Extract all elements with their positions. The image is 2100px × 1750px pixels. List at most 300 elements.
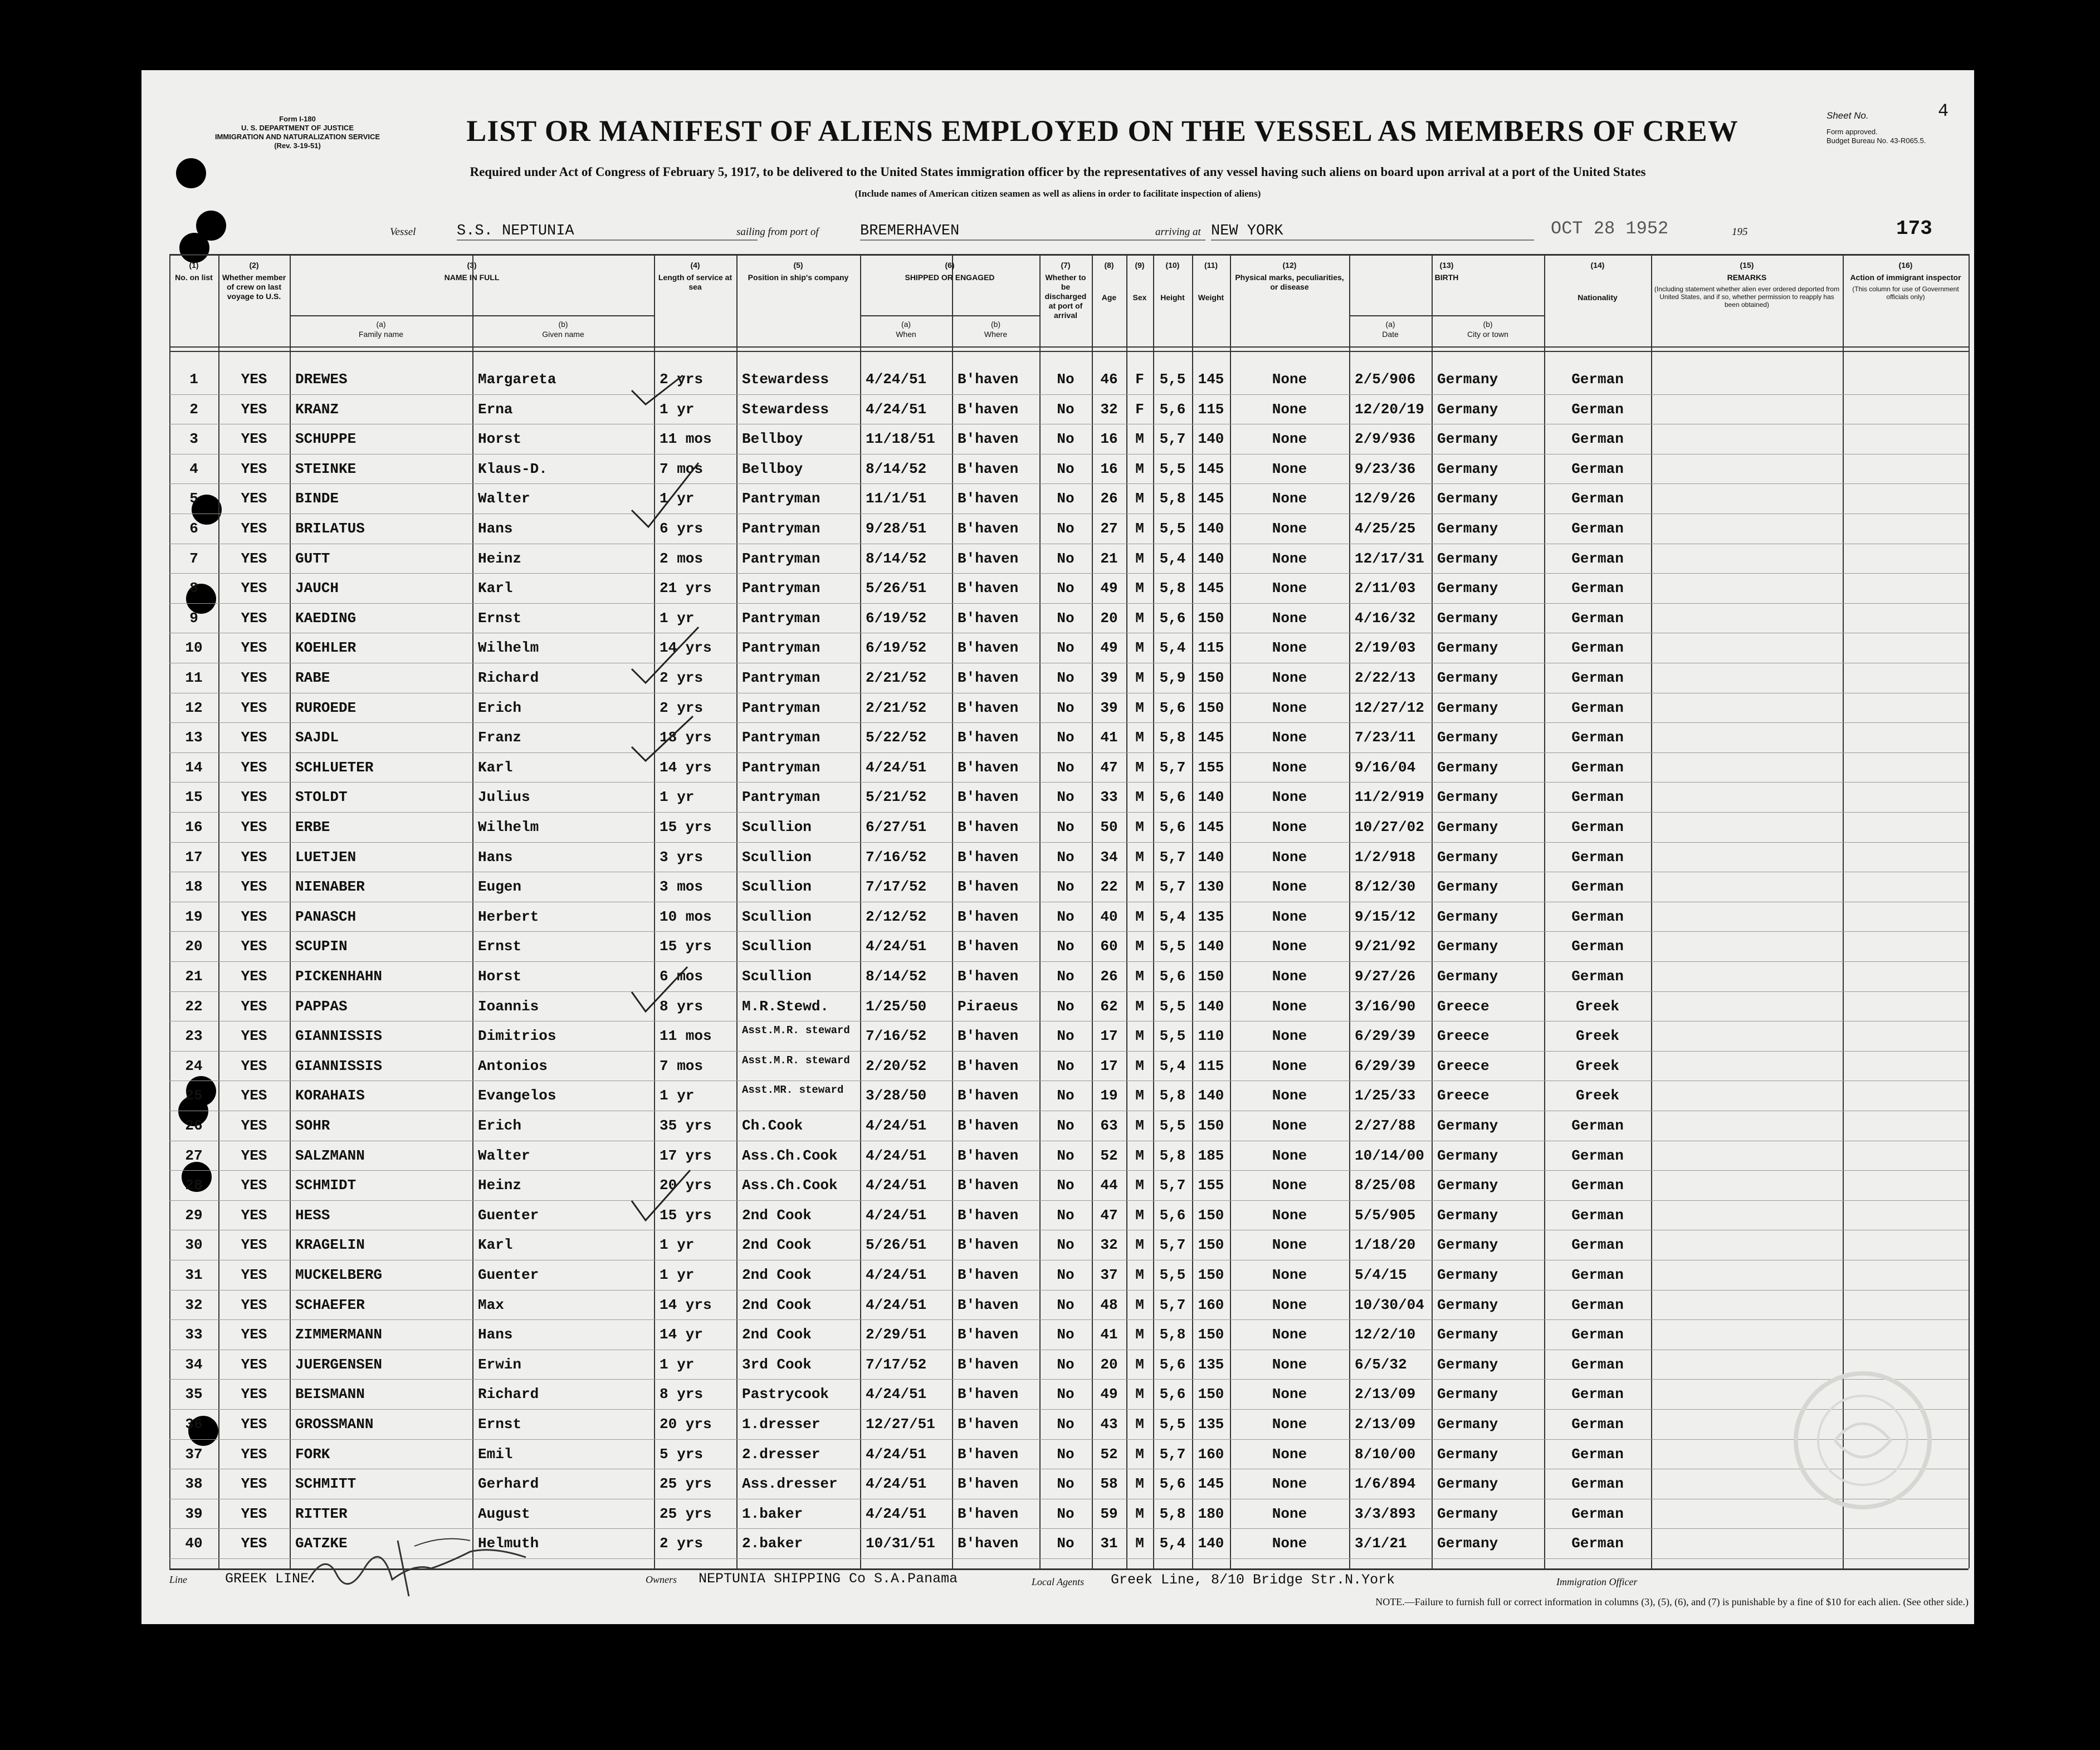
cell-given: Erich bbox=[478, 1117, 522, 1134]
cell-bdate: 8/12/30 bbox=[1355, 878, 1416, 895]
cell-nat: Greek bbox=[1575, 1087, 1619, 1104]
cell-height: 5,4 bbox=[1159, 1535, 1186, 1552]
cell-bdate: 4/16/32 bbox=[1355, 610, 1416, 627]
cell-bdate: 3/3/893 bbox=[1355, 1505, 1416, 1522]
cell-age: 16 bbox=[1100, 461, 1118, 477]
cell-height: 5,5 bbox=[1159, 371, 1186, 388]
cell-crew: YES bbox=[241, 1535, 267, 1552]
col-nationality-label: Nationality bbox=[1578, 293, 1618, 302]
cell-given: Eugen bbox=[478, 878, 522, 895]
cell-position: Scullion bbox=[742, 819, 812, 835]
cell-no: 16 bbox=[185, 819, 203, 835]
col-action-number: (16) bbox=[1898, 261, 1913, 270]
cell-where: B'haven bbox=[958, 759, 1019, 776]
col-family-number: (a) bbox=[376, 320, 386, 329]
cell-discharge: No bbox=[1057, 908, 1075, 925]
cell-crew: YES bbox=[241, 789, 267, 805]
revision: (Rev. 3-19-51) bbox=[274, 141, 321, 150]
cell-marks: None bbox=[1272, 729, 1307, 746]
cell-height: 5,6 bbox=[1159, 610, 1186, 627]
cell-marks: None bbox=[1272, 998, 1307, 1015]
cell-bdate: 6/29/39 bbox=[1355, 1058, 1416, 1074]
cell-position: Ch.Cook bbox=[742, 1117, 803, 1134]
cell-height: 5,6 bbox=[1159, 1356, 1186, 1373]
cell-family: GIANNISSIS bbox=[295, 1058, 383, 1074]
cell-family: KRANZ bbox=[295, 401, 339, 418]
cell-family: PAPPAS bbox=[295, 998, 348, 1015]
cell-where: B'haven bbox=[958, 1416, 1019, 1433]
cell-crew: YES bbox=[241, 1087, 267, 1104]
cell-crew: YES bbox=[241, 878, 267, 895]
cell-where: B'haven bbox=[958, 1207, 1019, 1224]
cell-age: 62 bbox=[1100, 998, 1118, 1015]
cell-family: SOHR bbox=[295, 1117, 330, 1134]
cell-sex: M bbox=[1135, 1267, 1144, 1283]
cell-marks: None bbox=[1272, 550, 1307, 567]
cell-height: 5,8 bbox=[1159, 729, 1186, 746]
budget-bureau: Budget Bureau No. 43-R065.5. bbox=[1826, 136, 1926, 145]
cell-marks: None bbox=[1272, 849, 1307, 866]
cell-marks: None bbox=[1272, 1177, 1307, 1194]
cell-no: 6 bbox=[189, 520, 198, 537]
cell-when: 6/19/52 bbox=[866, 639, 927, 656]
cell-no: 37 bbox=[185, 1446, 203, 1463]
cell-weight: 150 bbox=[1198, 1267, 1224, 1283]
cell-crew: YES bbox=[241, 1147, 267, 1164]
cell-given: Gerhard bbox=[478, 1475, 539, 1492]
cell-where: B'haven bbox=[958, 938, 1019, 955]
cell-sex: M bbox=[1135, 1058, 1144, 1074]
cell-position: 2nd Cook bbox=[742, 1207, 812, 1224]
cell-weight: 140 bbox=[1198, 1535, 1224, 1552]
cell-family: HESS bbox=[295, 1207, 330, 1224]
cell-discharge: No bbox=[1057, 878, 1075, 895]
cell-height: 5,6 bbox=[1159, 1207, 1186, 1224]
cell-when: 4/24/51 bbox=[866, 1147, 927, 1164]
cell-given: Horst bbox=[478, 968, 522, 985]
cell-height: 5,7 bbox=[1159, 431, 1186, 447]
cell-discharge: No bbox=[1057, 849, 1075, 866]
cell-height: 5,6 bbox=[1159, 700, 1186, 716]
cell-marks: None bbox=[1272, 401, 1307, 418]
cell-when: 4/24/51 bbox=[866, 1297, 927, 1313]
cell-position: Ass.Ch.Cook bbox=[742, 1147, 838, 1164]
cell-where: B'haven bbox=[958, 1267, 1019, 1283]
cell-discharge: No bbox=[1057, 1535, 1075, 1552]
cell-family: RUROEDE bbox=[295, 700, 356, 716]
cell-nat: German bbox=[1571, 1446, 1624, 1463]
cell-crew: YES bbox=[241, 520, 267, 537]
cell-bdate: 10/27/02 bbox=[1355, 819, 1424, 835]
cell-given: Karl bbox=[478, 580, 513, 597]
vessel-label: Vessel bbox=[390, 226, 416, 238]
cell-age: 26 bbox=[1100, 968, 1118, 985]
cell-position: Pantryman bbox=[742, 789, 821, 805]
cell-service: 20 yrs bbox=[660, 1416, 712, 1433]
cell-crew: YES bbox=[241, 1236, 267, 1253]
col-marks-number: (12) bbox=[1282, 261, 1297, 270]
cell-position: Pantryman bbox=[742, 639, 821, 656]
cell-service: 35 yrs bbox=[660, 1117, 712, 1134]
cell-bdate: 11/2/919 bbox=[1355, 789, 1424, 805]
cell-where: B'haven bbox=[958, 1236, 1019, 1253]
cell-sex: M bbox=[1135, 1117, 1144, 1134]
cell-service: 8 yrs bbox=[660, 1386, 704, 1402]
agents-value: Greek Line, 8/10 Bridge Str.N.York bbox=[1111, 1572, 1395, 1588]
cell-service: 14 yrs bbox=[660, 1297, 712, 1313]
cell-sex: M bbox=[1135, 878, 1144, 895]
cell-city: Germany bbox=[1437, 490, 1498, 507]
cell-family: ERBE bbox=[295, 819, 330, 835]
cell-when: 12/27/51 bbox=[866, 1416, 935, 1433]
cell-age: 39 bbox=[1100, 669, 1118, 686]
cell-service: 1 yr bbox=[660, 789, 695, 805]
col-when-label: When bbox=[896, 330, 916, 339]
cell-when: 7/16/52 bbox=[866, 1028, 927, 1044]
cell-discharge: No bbox=[1057, 759, 1075, 776]
cell-crew: YES bbox=[241, 550, 267, 567]
cell-marks: None bbox=[1272, 1147, 1307, 1164]
cell-marks: None bbox=[1272, 1267, 1307, 1283]
col-where-label: Where bbox=[984, 330, 1008, 339]
cell-height: 5,8 bbox=[1159, 1505, 1186, 1522]
cell-age: 59 bbox=[1100, 1505, 1118, 1522]
cell-service: 1 yr bbox=[660, 610, 695, 627]
cell-marks: None bbox=[1272, 520, 1307, 537]
cell-weight: 150 bbox=[1198, 968, 1224, 985]
form-approved: Form approved. bbox=[1826, 128, 1878, 136]
cell-no: 12 bbox=[185, 700, 203, 716]
col-sex-label: Sex bbox=[1132, 293, 1147, 302]
cell-given: Heinz bbox=[478, 1177, 522, 1194]
cell-crew: YES bbox=[241, 819, 267, 835]
cell-nat: German bbox=[1571, 1416, 1624, 1433]
department: U. S. DEPARTMENT OF JUSTICE bbox=[241, 124, 354, 132]
cell-where: B'haven bbox=[958, 610, 1019, 627]
cell-nat: German bbox=[1571, 520, 1624, 537]
cell-when: 8/14/52 bbox=[866, 461, 927, 477]
cell-when: 3/28/50 bbox=[866, 1087, 927, 1104]
cell-where: B'haven bbox=[958, 1505, 1019, 1522]
cell-city: Germany bbox=[1437, 1535, 1498, 1552]
cell-height: 5,5 bbox=[1159, 461, 1186, 477]
cell-position: Scullion bbox=[742, 968, 812, 985]
cell-height: 5,5 bbox=[1159, 520, 1186, 537]
cell-height: 5,7 bbox=[1159, 1177, 1186, 1194]
cell-weight: 115 bbox=[1198, 1058, 1224, 1074]
cell-age: 49 bbox=[1100, 580, 1118, 597]
cell-given: Ernst bbox=[478, 610, 522, 627]
cell-service: 1 yr bbox=[660, 401, 695, 418]
cell-given: Karl bbox=[478, 759, 513, 776]
cell-no: 38 bbox=[185, 1475, 203, 1492]
cell-crew: YES bbox=[241, 1297, 267, 1313]
cell-service: 25 yrs bbox=[660, 1505, 712, 1522]
cell-family: SCHAEFER bbox=[295, 1297, 365, 1313]
cell-position: Scullion bbox=[742, 849, 812, 866]
cell-discharge: No bbox=[1057, 550, 1075, 567]
cell-city: Germany bbox=[1437, 759, 1498, 776]
cell-bdate: 12/2/10 bbox=[1355, 1326, 1416, 1343]
cell-when: 4/24/51 bbox=[866, 1207, 927, 1224]
cell-marks: None bbox=[1272, 1505, 1307, 1522]
col-name-number: (3) bbox=[467, 261, 477, 270]
cell-family: PANASCH bbox=[295, 908, 356, 925]
cell-age: 49 bbox=[1100, 1386, 1118, 1402]
cell-given: Guenter bbox=[478, 1207, 539, 1224]
cell-nat: German bbox=[1571, 1535, 1624, 1552]
cell-nat: Greek bbox=[1575, 1058, 1619, 1074]
cell-height: 5,6 bbox=[1159, 401, 1186, 418]
col-birth-label: BIRTH bbox=[1434, 273, 1459, 282]
cell-weight: 135 bbox=[1198, 1416, 1224, 1433]
col-position-number: (5) bbox=[793, 261, 803, 270]
cell-crew: YES bbox=[241, 1028, 267, 1044]
cell-when: 5/21/52 bbox=[866, 789, 927, 805]
cell-nat: German bbox=[1571, 639, 1624, 656]
cell-crew: YES bbox=[241, 968, 267, 985]
cell-service: 1 yr bbox=[660, 490, 695, 507]
cell-service: 3 yrs bbox=[660, 849, 704, 866]
cell-city: Germany bbox=[1437, 908, 1498, 925]
cell-height: 5,7 bbox=[1159, 1446, 1186, 1463]
cell-sex: M bbox=[1135, 1236, 1144, 1253]
cell-family: GUTT bbox=[295, 550, 330, 567]
cell-when: 7/17/52 bbox=[866, 878, 927, 895]
cell-sex: M bbox=[1135, 700, 1144, 716]
cell-discharge: No bbox=[1057, 431, 1075, 447]
cell-age: 17 bbox=[1100, 1058, 1118, 1074]
cell-discharge: No bbox=[1057, 1087, 1075, 1104]
cell-when: 2/20/52 bbox=[866, 1058, 927, 1074]
cell-age: 63 bbox=[1100, 1117, 1118, 1134]
embossed-seal bbox=[1785, 1362, 1941, 1518]
cell-position: 2nd Cook bbox=[742, 1326, 812, 1343]
cell-position: Scullion bbox=[742, 938, 812, 955]
cell-sex: M bbox=[1135, 998, 1144, 1015]
cell-position: Bellboy bbox=[742, 461, 803, 477]
cell-given: Walter bbox=[478, 490, 530, 507]
cell-age: 20 bbox=[1100, 610, 1118, 627]
cell-bdate: 2/5/906 bbox=[1355, 371, 1416, 388]
cell-city: Germany bbox=[1437, 1297, 1498, 1313]
cell-sex: M bbox=[1135, 1386, 1144, 1402]
cell-sex: F bbox=[1135, 371, 1144, 388]
cell-no: 8 bbox=[189, 580, 198, 597]
col-given-number: (b) bbox=[558, 320, 568, 329]
cell-discharge: No bbox=[1057, 520, 1075, 537]
cell-where: B'haven bbox=[958, 849, 1019, 866]
cell-given: Margareta bbox=[478, 371, 556, 388]
cell-weight: 150 bbox=[1198, 1236, 1224, 1253]
cell-bdate: 1/6/894 bbox=[1355, 1475, 1416, 1492]
cell-where: B'haven bbox=[958, 819, 1019, 835]
cell-where: B'haven bbox=[958, 1475, 1019, 1492]
cell-city: Germany bbox=[1437, 401, 1498, 418]
col-remarks-number: (15) bbox=[1740, 261, 1754, 270]
cell-family: GATZKE bbox=[295, 1535, 348, 1552]
cell-crew: YES bbox=[241, 1356, 267, 1373]
col-discharge-label: Whether to be discharged at port of arrival bbox=[1044, 273, 1087, 320]
cell-no: 5 bbox=[189, 490, 198, 507]
cell-bdate: 2/9/936 bbox=[1355, 431, 1416, 447]
col-discharge-number: (7) bbox=[1061, 261, 1071, 270]
cell-no: 23 bbox=[185, 1028, 203, 1044]
cell-city: Greece bbox=[1437, 998, 1489, 1015]
cell-bdate: 2/19/03 bbox=[1355, 639, 1416, 656]
cell-given: Emil bbox=[478, 1446, 513, 1463]
cell-marks: None bbox=[1272, 759, 1307, 776]
cell-bdate: 9/23/36 bbox=[1355, 461, 1416, 477]
cell-weight: 140 bbox=[1198, 550, 1224, 567]
cell-age: 26 bbox=[1100, 490, 1118, 507]
cell-given: Erna bbox=[478, 401, 513, 418]
col-age-label: Age bbox=[1101, 293, 1117, 302]
cell-crew: YES bbox=[241, 849, 267, 866]
cell-no: 31 bbox=[185, 1267, 203, 1283]
cell-nat: German bbox=[1571, 669, 1624, 686]
cell-family: BINDE bbox=[295, 490, 339, 507]
cell-height: 5,5 bbox=[1159, 938, 1186, 955]
cell-family: FORK bbox=[295, 1446, 330, 1463]
cell-discharge: No bbox=[1057, 1147, 1075, 1164]
col-remarks-label: REMARKS bbox=[1727, 273, 1767, 282]
cell-position: Scullion bbox=[742, 878, 812, 895]
cell-weight: 115 bbox=[1198, 401, 1224, 418]
cell-no: 32 bbox=[185, 1297, 203, 1313]
cell-height: 5,5 bbox=[1159, 1416, 1186, 1433]
col-birth-number: (13) bbox=[1439, 261, 1454, 270]
cell-discharge: No bbox=[1057, 789, 1075, 805]
col-service-number: (4) bbox=[690, 261, 700, 270]
cell-given: Walter bbox=[478, 1147, 530, 1164]
cell-height: 5,6 bbox=[1159, 789, 1186, 805]
cell-marks: None bbox=[1272, 1117, 1307, 1134]
cell-bdate: 12/17/31 bbox=[1355, 550, 1424, 567]
cell-position: Stewardess bbox=[742, 401, 829, 418]
col-given-label: Given name bbox=[542, 330, 584, 339]
cell-bdate: 2/13/09 bbox=[1355, 1386, 1416, 1402]
cell-city: Germany bbox=[1437, 1356, 1498, 1373]
cell-marks: None bbox=[1272, 1236, 1307, 1253]
cell-age: 33 bbox=[1100, 789, 1118, 805]
cell-age: 44 bbox=[1100, 1177, 1118, 1194]
cell-weight: 135 bbox=[1198, 908, 1224, 925]
cell-where: B'haven bbox=[958, 1028, 1019, 1044]
cell-nat: German bbox=[1571, 908, 1624, 925]
cell-given: Antonios bbox=[478, 1058, 548, 1074]
cell-age: 32 bbox=[1100, 401, 1118, 418]
cell-nat: German bbox=[1571, 1326, 1624, 1343]
cell-service: 11 mos bbox=[660, 431, 712, 447]
cell-weight: 150 bbox=[1198, 1326, 1224, 1343]
cell-family: RITTER bbox=[295, 1505, 348, 1522]
cell-city: Germany bbox=[1437, 1386, 1498, 1402]
cell-given: Hans bbox=[478, 1326, 513, 1343]
cell-nat: German bbox=[1571, 401, 1624, 418]
cell-position: 2.baker bbox=[742, 1535, 803, 1552]
cell-crew: YES bbox=[241, 1207, 267, 1224]
cell-marks: None bbox=[1272, 1028, 1307, 1044]
cell-nat: German bbox=[1571, 1236, 1624, 1253]
sailing-label: sailing from port of bbox=[736, 226, 819, 238]
departure-port: BREMERHAVEN bbox=[860, 223, 1205, 241]
cell-when: 4/24/51 bbox=[866, 1267, 927, 1283]
cell-where: B'haven bbox=[958, 1117, 1019, 1134]
col-height-number: (10) bbox=[1165, 261, 1180, 270]
cell-city: Germany bbox=[1437, 610, 1498, 627]
cell-marks: None bbox=[1272, 1058, 1307, 1074]
cell-age: 46 bbox=[1100, 371, 1118, 388]
cell-when: 2/29/51 bbox=[866, 1326, 927, 1343]
cell-no: 4 bbox=[189, 461, 198, 477]
cell-height: 5,7 bbox=[1159, 1297, 1186, 1313]
col-age-number: (8) bbox=[1104, 261, 1114, 270]
cell-weight: 140 bbox=[1198, 938, 1224, 955]
cell-age: 16 bbox=[1100, 431, 1118, 447]
cell-marks: None bbox=[1272, 1297, 1307, 1313]
cell-marks: None bbox=[1272, 1475, 1307, 1492]
cell-sex: M bbox=[1135, 729, 1144, 746]
cell-city: Germany bbox=[1437, 1446, 1498, 1463]
cell-family: LUETJEN bbox=[295, 849, 356, 866]
cell-given: Ernst bbox=[478, 1416, 522, 1433]
cell-marks: None bbox=[1272, 968, 1307, 985]
cell-given: Richard bbox=[478, 1386, 539, 1402]
col-service-label: Length of service at sea bbox=[658, 273, 732, 291]
cell-discharge: No bbox=[1057, 1117, 1075, 1134]
cell-city: Germany bbox=[1437, 1475, 1498, 1492]
col-shipped-label: SHIPPED OR ENGAGED bbox=[905, 273, 995, 282]
cell-crew: YES bbox=[241, 1446, 267, 1463]
cell-sex: M bbox=[1135, 1177, 1144, 1194]
cell-when: 4/24/51 bbox=[866, 1446, 927, 1463]
cell-sex: M bbox=[1135, 580, 1144, 597]
cell-service: 14 yrs bbox=[660, 759, 712, 776]
cell-height: 5,5 bbox=[1159, 1267, 1186, 1283]
cell-age: 17 bbox=[1100, 1028, 1118, 1044]
cell-service: 2 mos bbox=[660, 550, 704, 567]
cell-service: 6 mos bbox=[660, 968, 704, 985]
cell-bdate: 8/10/00 bbox=[1355, 1446, 1416, 1463]
cell-age: 41 bbox=[1100, 729, 1118, 746]
col-crew-number: (2) bbox=[249, 261, 259, 270]
col-bdate-label: Date bbox=[1382, 330, 1399, 339]
cell-nat: German bbox=[1571, 968, 1624, 985]
cell-sex: M bbox=[1135, 520, 1144, 537]
cell-age: 34 bbox=[1100, 849, 1118, 866]
cell-family: SAJDL bbox=[295, 729, 339, 746]
cell-when: 11/1/51 bbox=[866, 490, 927, 507]
cell-discharge: No bbox=[1057, 998, 1075, 1015]
cell-marks: None bbox=[1272, 1087, 1307, 1104]
sheet-number: 4 bbox=[1938, 101, 1949, 121]
col-family-label: Family name bbox=[358, 330, 404, 339]
cell-discharge: No bbox=[1057, 1236, 1075, 1253]
cell-nat: German bbox=[1571, 580, 1624, 597]
cell-nat: German bbox=[1571, 1356, 1624, 1373]
cell-where: B'haven bbox=[958, 401, 1019, 418]
immigration-officer-label: Immigration Officer bbox=[1556, 1576, 1638, 1587]
cell-discharge: No bbox=[1057, 610, 1075, 627]
cell-discharge: No bbox=[1057, 1207, 1075, 1224]
cell-service: 17 yrs bbox=[660, 1147, 712, 1164]
cell-sex: F bbox=[1135, 401, 1144, 418]
cell-where: B'haven bbox=[958, 1326, 1019, 1343]
cell-crew: YES bbox=[241, 729, 267, 746]
cell-marks: None bbox=[1272, 1326, 1307, 1343]
cell-given: Guenter bbox=[478, 1267, 539, 1283]
